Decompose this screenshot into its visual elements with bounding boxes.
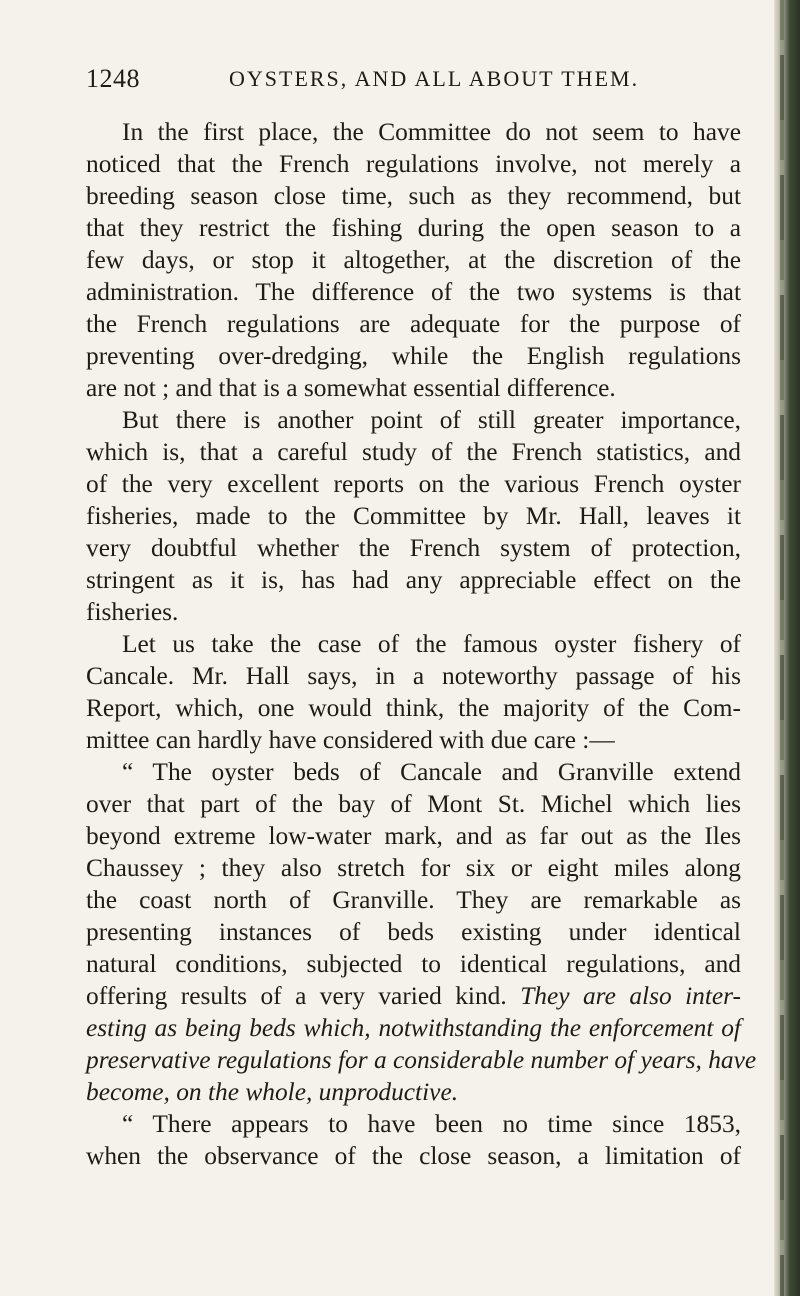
text-line: administration. The difference of the two systems is that: [86, 278, 741, 306]
text-line: very doubtful whether the French system of protection,: [86, 534, 741, 562]
text-line: natural conditions, subjected to identical regulations, and: [86, 950, 741, 978]
text-line: Report, which, one would think, the majority of the Com-: [86, 694, 741, 722]
text-line: beyond extreme low-water mark, and as far out as the Iles: [86, 822, 741, 850]
text-segment: offering results of a very varied kind.: [86, 982, 507, 1010]
text-line: fisheries.: [86, 598, 179, 626]
text-line: “ The oyster beds of Cancale and Granville extend: [122, 758, 741, 786]
text-line: Chaussey ; they also stretch for six or eight miles along: [86, 854, 741, 882]
text-line: of the very excellent reports on the various French oyster: [86, 470, 741, 498]
text-line: preventing over-dredging, while the English regulations: [86, 342, 741, 370]
text-line: stringent as it is, has had any appreciable effect on the: [86, 566, 741, 594]
page-number: 1248: [86, 64, 140, 93]
italic-segment: They are also inter-: [520, 982, 741, 1010]
text-line-italic: preservative regulations for a considerable number of years, have: [86, 1046, 757, 1074]
text-line: mittee can hardly have considered with due care :—: [86, 726, 615, 754]
text-line: Let us take the case of the famous oyster fishery of: [122, 630, 741, 658]
text-line-mixed: [86, 980, 741, 1012]
text-line: which is, that a careful study of the French statistics, and: [86, 438, 741, 466]
text-line: over that part of the bay of Mont St. Michel which lies: [86, 790, 741, 818]
book-binding-edge: [774, 0, 800, 1296]
text-line: “ There appears to have been no time since 1853,: [122, 1110, 741, 1138]
text-line: the French regulations are adequate for the purpose of: [86, 310, 741, 338]
text-line: Cancale. Mr. Hall says, in a noteworthy passage of his: [86, 662, 741, 690]
text-line: But there is another point of still greater importance,: [122, 406, 741, 434]
text-line: noticed that the French regulations involve, not merely a: [86, 150, 741, 178]
text-line: are not ; and that is a somewhat essential difference.: [86, 374, 616, 402]
text-line-italic: esting as being beds which, notwithstanding the enforcement of: [86, 1014, 741, 1042]
text-line: fisheries, made to the Committee by Mr. Hall, leaves it: [86, 502, 741, 530]
text-line: presenting instances of beds existing under identical: [86, 918, 741, 946]
text-line: that they restrict the fishing during the open season to a: [86, 214, 741, 242]
text-line: In the first place, the Committee do not seem to have: [122, 118, 741, 146]
text-line: breeding season close time, such as they recommend, but: [86, 182, 741, 210]
text-line: when the observance of the close season, a limitation of: [86, 1142, 741, 1170]
text-line-italic: become, on the whole, unproductive.: [86, 1078, 459, 1106]
text-line: few days, or stop it altogether, at the discretion of the: [86, 246, 741, 274]
text-line: the coast north of Granville. They are remarkable as: [86, 886, 741, 914]
running-head: OYSTERS, AND ALL ABOUT THEM.: [229, 66, 640, 91]
